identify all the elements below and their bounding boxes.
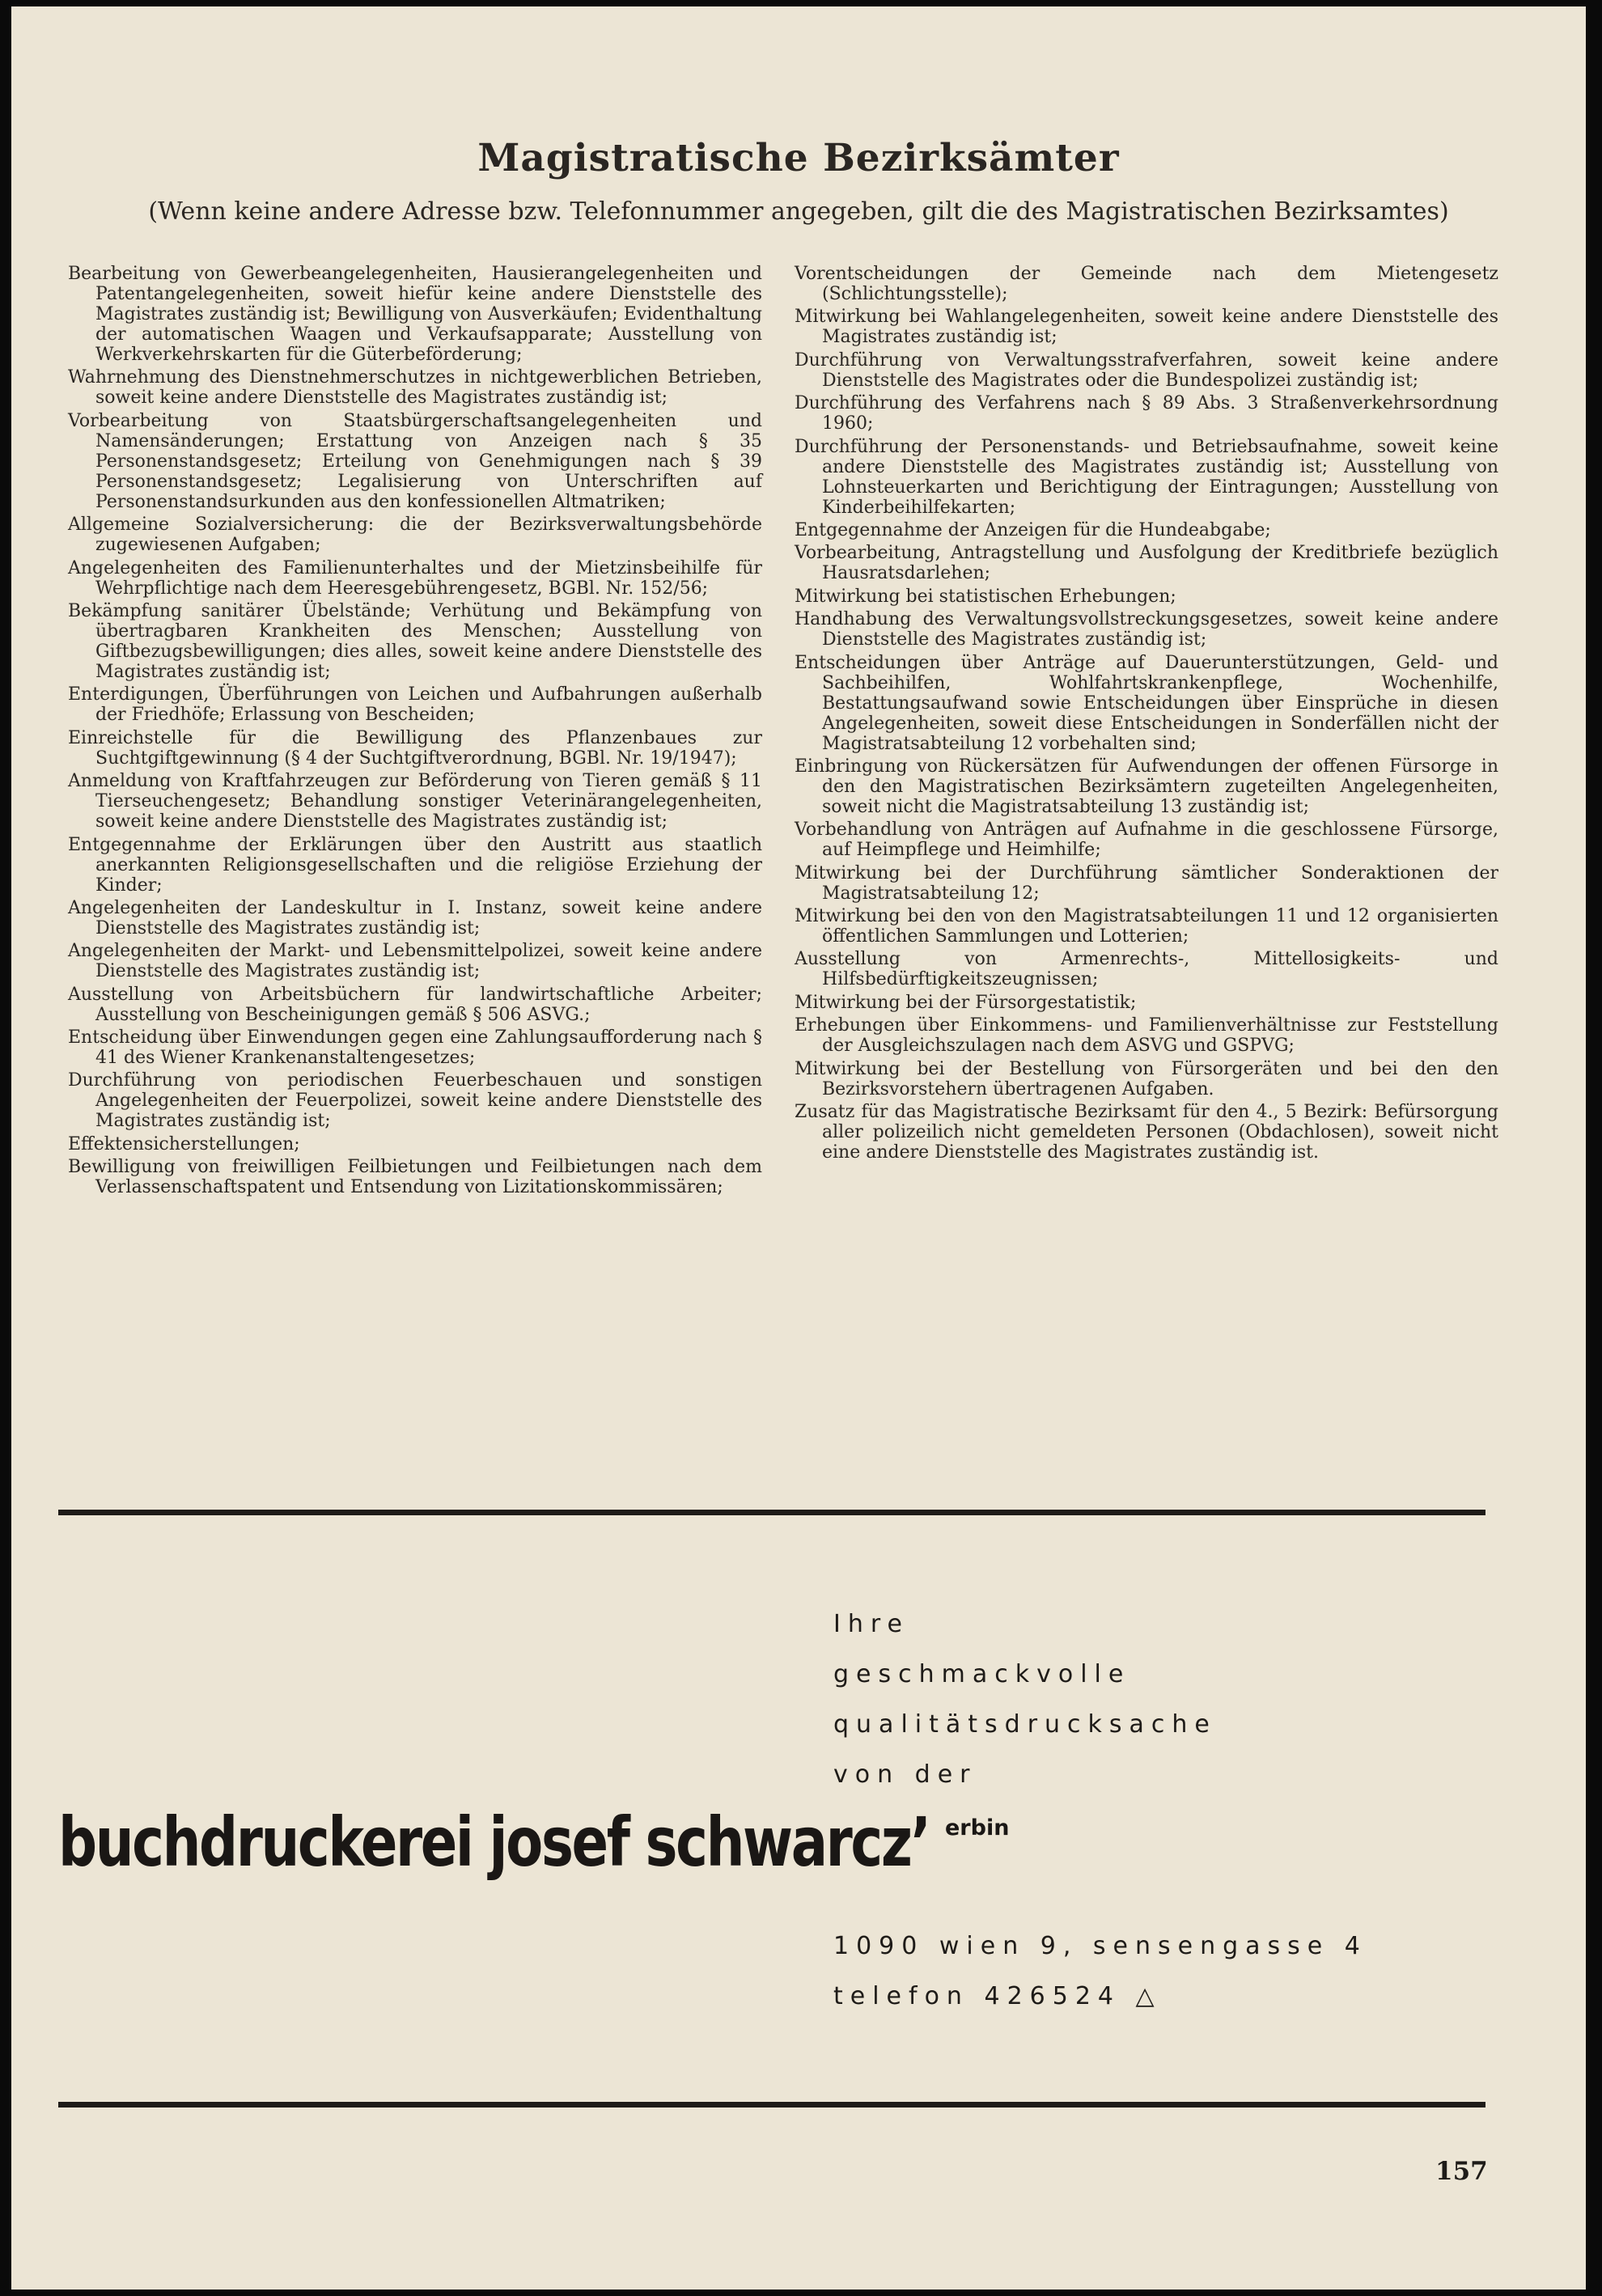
- list-item: Handhabung des Verwaltungsvollstreckungsgesetzes, soweit keine andere Dienststelle des Magistrates zuständig ist;: [795, 609, 1498, 650]
- company-address: 1090 wien 9, sensengasse 4: [833, 1932, 1367, 1960]
- list-item: Ausstellung von Arbeitsbüchern für landwirtschaftliche Arbeiter; Ausstellung von Bescheinigungen gemäß § 506 ASVG.;: [68, 984, 762, 1025]
- list-item: Enterdigungen, Überführungen von Leichen und Aufbahrungen außerhalb der Friedhöfe; Erlassung von Bescheiden;: [68, 684, 762, 726]
- list-item: Bekämpfung sanitärer Übelstände; Verhütung und Bekämpfung von übertragbaren Krankheiten des Menschen; Ausstellung von Giftbezugsbewilligungen; dies alles, soweit keine andere Dienststelle des Magistrates zuständig ist;: [68, 600, 762, 682]
- list-item: Mitwirkung bei statistischen Erhebungen;: [795, 586, 1176, 607]
- list-item: Erhebungen über Einkommens- und Familienverhältnisse zur Feststellung der Ausgleichszulagen nach dem ASVG und GSPVG;: [795, 1015, 1498, 1057]
- list-item: Durchführung der Personenstands- und Betriebsaufnahme, soweit keine andere Dienststelle des Magistrates zuständig ist; Ausstellung von Lohnsteuerkarten und Berichtigung der Eintragungen; Ausstellung von Kinderbeihilfekarten;: [795, 436, 1498, 518]
- list-item: Vorbearbeitung, Antragstellung und Ausfolgung der Kreditbriefe bezüglich Hausratsdarlehen;: [795, 543, 1498, 584]
- list-item: Einreichstelle für die Bewilligung des Pflanzenbaues zur Suchtgiftgewinnung (§ 4 der Suchtgiftverordnung, BGBl. Nr. 19/1947);: [68, 727, 762, 769]
- list-item: Angelegenheiten der Landeskultur in I. Instanz, soweit keine andere Dienststelle des Magistrates zuständig ist;: [68, 897, 762, 938]
- ad-tagline-line: Ihre: [833, 1610, 909, 1638]
- list-item: Zusatz für das Magistratische Bezirksamt für den 4., 5 Bezirk: Befürsorgung aller polizeilich nicht gemeldeten Personen (Obdachlosen), soweit nicht eine andere Dienststelle des Magistrates zuständig ist.: [795, 1102, 1498, 1163]
- company-phone: telefon 426524 △: [833, 1982, 1162, 2010]
- ad-tagline-line: qualitätsdrucksache: [833, 1710, 1217, 1739]
- company-name-suffix: erbin: [945, 1815, 1010, 1841]
- company-name: buchdruckerei josef schwarcz’: [58, 1802, 930, 1882]
- list-item: Entscheidung über Einwendungen gegen eine Zahlungsaufforderung nach § 41 des Wiener Krankenanstaltengesetzes;: [68, 1027, 762, 1069]
- list-item: Durchführung des Verfahrens nach § 89 Abs. 3 Straßenverkehrsordnung 1960;: [795, 393, 1498, 434]
- list-item: Ausstellung von Armenrechts-, Mittellosigkeits- und Hilfsbedürftigkeitszeugnissen;: [795, 949, 1498, 990]
- list-item: Mitwirkung bei Wahlangelegenheiten, soweit keine andere Dienststelle des Magistrates zuständig ist;: [795, 307, 1498, 348]
- list-item: Durchführung von periodischen Feuerbeschauen und sonstigen Angelegenheiten der Feuerpolizei, soweit keine andere Dienststelle des Magistrates zuständig ist;: [68, 1070, 762, 1132]
- list-item: Mitwirkung bei der Durchführung sämtlicher Sonderaktionen der Magistratsabteilung 12;: [795, 862, 1498, 904]
- left-column: [68, 264, 762, 1201]
- list-item: Mitwirkung bei den von den Magistratsabteilungen 11 und 12 organisierten öffentlichen Sammlungen und Lotterien;: [795, 906, 1498, 947]
- list-item: Entgegennahme der Anzeigen für die Hundeabgabe;: [795, 519, 1271, 540]
- list-item: Durchführung von Verwaltungsstrafverfahren, soweit keine andere Dienststelle des Magistrates oder die Bundespolizei zuständig ist;: [795, 349, 1498, 391]
- ad-tagline-line: geschmackvolle: [833, 1660, 1131, 1688]
- list-item: Mitwirkung bei der Fürsorgestatistik;: [795, 992, 1137, 1013]
- list-item: Entgegennahme der Erklärungen über den Austritt aus staatlich anerkannten Religionsgesellschaften und die religiöse Erziehung der Kinder;: [68, 834, 762, 896]
- page-number: 157: [1435, 2157, 1488, 2186]
- list-item: Vorbearbeitung von Staatsbürgerschaftsangelegenheiten und Namensänderungen; Erstattung von Anzeigen nach § 35 Personenstandsgesetz; Erteilung von Genehmigungen nach § 39 Personenstandsgesetz; Legalisierung von Unterschriften auf Personenstandsurkunden aus den konfessionellen Altmatriken;: [68, 410, 762, 512]
- list-item: Anmeldung von Kraftfahrzeugen zur Beförderung von Tieren gemäß § 11 Tierseuchengesetz; Behandlung sonstiger Veterinärangelegenheiten, soweit keine andere Dienststelle des Magistrates zuständig ist;: [68, 771, 762, 832]
- list-item: Wahrnehmung des Dienstnehmerschutzes in nichtgewerblichen Betrieben, soweit keine andere Dienststelle des Magistrates zuständig ist;: [68, 367, 762, 409]
- page-title: Magistratische Bezirksämter: [477, 136, 1120, 180]
- page-subtitle: (Wenn keine andere Adresse bzw. Telefonnummer angegeben, gilt die des Magistratischen Bezirksamtes): [148, 197, 1449, 226]
- list-item: Effektensicherstellungen;: [68, 1133, 300, 1154]
- right-column: [795, 264, 1498, 1165]
- document-page: [11, 6, 1586, 2290]
- list-item: Einbringung von Rückersätzen für Aufwendungen der offenen Fürsorge in den den Magistratischen Bezirksämtern zugeteilten Angelegenheiten, soweit nicht die Magistratsabteilung 13 zuständig ist;: [795, 756, 1498, 817]
- ad-tagline-line: von der: [833, 1760, 977, 1789]
- divider-top: [58, 1510, 1485, 1515]
- list-item: Angelegenheiten des Familienunterhaltes und der Mietzinsbeihilfe für Wehrpflichtige nach dem Heeresgebührengesetz, BGBl. Nr. 152/56;: [68, 557, 762, 599]
- list-item: Vorentscheidungen der Gemeinde nach dem Mietengesetz (Schlichtungsstelle);: [795, 264, 1498, 304]
- list-item: Allgemeine Sozialversicherung: die der Bezirksverwaltungsbehörde zugewiesenen Aufgaben;: [68, 515, 762, 556]
- list-item: Vorbehandlung von Anträgen auf Aufnahme in die geschlossene Fürsorge, auf Heimpflege und Heimhilfe;: [795, 820, 1498, 861]
- list-item: Mitwirkung bei der Bestellung von Fürsorgeräten und bei den den Bezirksvorstehern übertragenen Aufgaben.: [795, 1058, 1498, 1099]
- list-item: Entscheidungen über Anträge auf Dauerunterstützungen, Geld- und Sachbeihilfen, Wohlfahrtskrankenpflege, Wochenhilfe, Bestattungsaufwand sowie Entscheidungen über Einsprüche in diesen Angelegenheiten, soweit diese Entscheidungen in Sonderfällen nicht der Magistratsabteilung 12 vorbehalten sind;: [795, 652, 1498, 754]
- divider-bottom: [58, 2102, 1485, 2107]
- list-item: Bewilligung von freiwilligen Feilbietungen und Feilbietungen nach dem Verlassenschaftspatent und Entsendung von Lizitationskommissären;: [68, 1157, 762, 1198]
- list-item: Angelegenheiten der Markt- und Lebensmittelpolizei, soweit keine andere Dienststelle des Magistrates zuständig ist;: [68, 941, 762, 982]
- list-item: Bearbeitung von Gewerbeangelegenheiten, Hausierangelegenheiten und Patentangelegenheiten, soweit hiefür keine andere Dienststelle des Magistrates zuständig ist; Bewilligung von Ausverkäufen; Evidenthaltung der automatischen Waagen und Verkaufsapparate; Ausstellung von Werkverkehrskarten für die Güterbeförderung;: [68, 264, 762, 365]
